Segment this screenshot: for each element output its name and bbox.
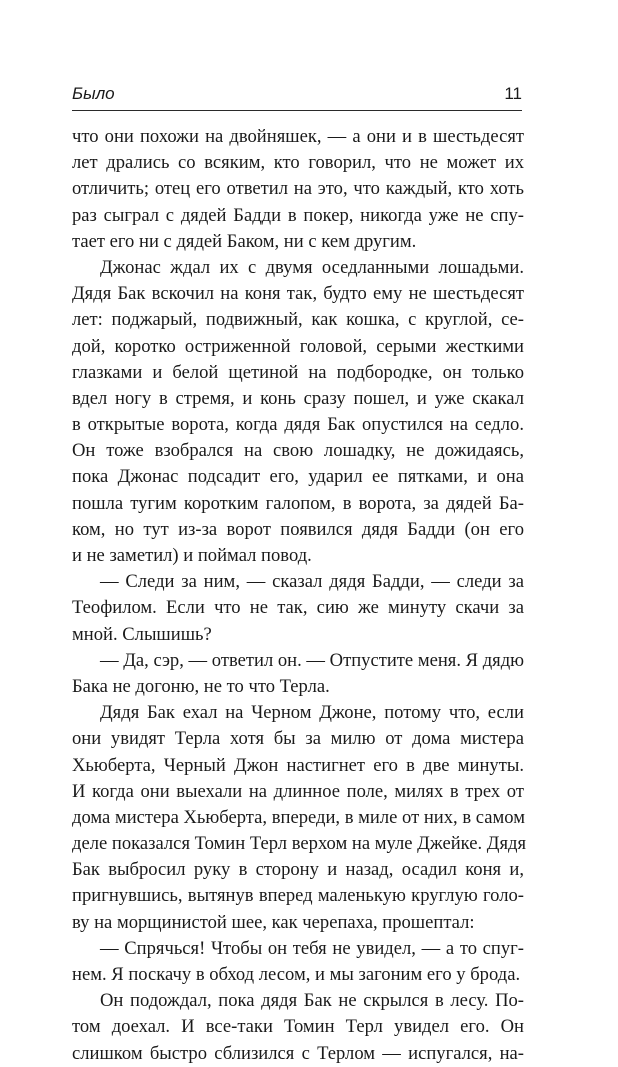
text-line: — Спрячься! Чтобы он тебя не увидел, — а то спуг- — [100, 937, 524, 959]
text-line: ву на морщинистой шее, как черепаха, прошептал: — [72, 911, 475, 933]
text-line: дома мистера Хьюберта, впереди, в миле от них, в самом — [72, 806, 525, 828]
text-line: пригнувшись, вытянув вперед маленькую круглую голо- — [72, 885, 524, 907]
text-line: Он подождал, пока дядя Бак не скрылся в лесу. По- — [100, 990, 524, 1012]
page-header — [72, 84, 522, 108]
text-line: раз сыграл с дядей Бадди в покер, никогда уже не спу- — [72, 204, 524, 226]
text-line: и не заметил) и поймал повод. — [72, 545, 312, 566]
text-line: Дядя Бак ехал на Черном Джоне, потому что, если — [100, 702, 524, 724]
text-line: Теофилом. Если что не так, сию же минуту скачи за — [72, 597, 524, 619]
page-number: 11 — [504, 84, 522, 103]
text-line: мной. Слышишь? — [72, 623, 212, 645]
text-line: они увидят Терла хотя бы за милю от дома мистера — [72, 728, 524, 750]
text-line: пока Джонас подсадит его, ударил ее пятками, и она — [72, 466, 524, 488]
text-line: лет дрались со всяким, кто говорил, что не может их — [72, 152, 524, 174]
text-line: И когда они выехали на длинное поле, милях в трех от — [72, 780, 524, 802]
text-line: что они похожи на двойняшек, — а они и в шестьдесят — [72, 126, 524, 147]
header-rule — [72, 110, 522, 111]
text-line: Он тоже взобрался на свою лошадку, не дожидаясь, — [72, 440, 524, 462]
text-line: лет: поджарый, подвижный, как кошка, с круглой, се- — [72, 309, 524, 331]
text-line: слишком быстро сблизился с Терлом — испугался, на- — [72, 1042, 524, 1064]
text-line: Хьюберта, Черный Джон настигнет его в две минуты. — [72, 754, 524, 776]
body-text — [72, 124, 527, 1067]
text-line: нем. Я поскачу в обход лесом, и мы загоним его у брода. — [72, 964, 521, 985]
text-line: Бак выбросил руку в сторону и назад, осадил коня и, — [72, 859, 524, 881]
text-line: отличить; отец его ответил на это, что каждый, кто хоть — [72, 178, 524, 200]
text-line: том доехал. И все-таки Томин Терл увидел его. Он — [72, 1016, 524, 1038]
text-line: Джонас ждал их с двумя оседланными лошадьми. — [100, 256, 524, 278]
text-line: — Следи за ним, — сказал дядя Бадди, — следи за — [100, 571, 524, 593]
text-line: дой, коротко остриженной головой, серыми жесткими — [72, 335, 524, 357]
text-line: пошла тугим коротким галопом, в ворота, за дядей Ба- — [72, 492, 524, 514]
text-line: ком, но тут из-за ворот появился дядя Бадди (он его — [72, 518, 524, 540]
text-line: вдел ногу в стремя, и конь сразу пошел, и уже скакал — [72, 387, 524, 409]
text-line: деле показался Томин Терл верхом на муле Джейке. Дядя — [72, 833, 527, 855]
text-line: Бака не догоню, не то что Терла. — [72, 675, 330, 697]
text-line: Дядя Бак вскочил на коня так, будто ему не шестьдесят — [72, 283, 524, 305]
text-line: — Да, сэр, — ответил он. — Отпустите меня. Я дядю — [100, 649, 525, 671]
running-title: Было — [72, 84, 115, 103]
text-line: глазками и белой щетиной на подбородке, он только — [72, 361, 524, 383]
text-line: в открытые ворота, когда дядя Бак опустился на седло. — [72, 414, 524, 436]
text-line: тает его ни с дядей Баком, ни с кем другим. — [72, 230, 417, 252]
